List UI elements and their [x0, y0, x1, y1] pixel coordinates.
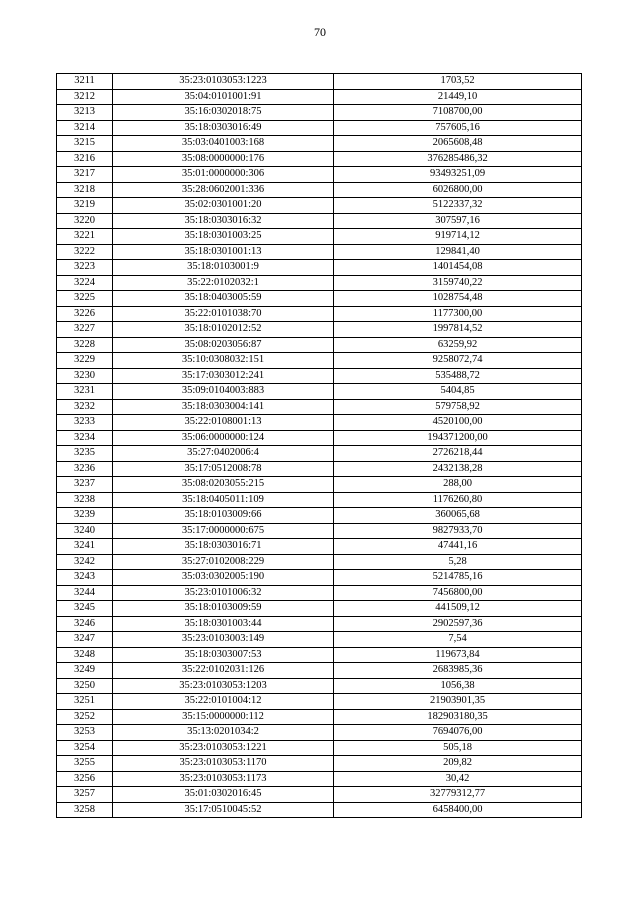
cadastral-number-cell: 35:18:0301001:13 — [113, 244, 334, 260]
row-number-cell: 3247 — [57, 632, 113, 648]
table-row — [57, 120, 582, 136]
value-cell: 5214785,16 — [334, 570, 582, 586]
row-number-cell: 3237 — [57, 477, 113, 493]
cadastral-number-cell: 35:23:0103053:1203 — [113, 678, 334, 694]
value-cell: 376285486,32 — [334, 151, 582, 167]
cadastral-number-cell: 35:13:0201034:2 — [113, 725, 334, 741]
table-row — [57, 229, 582, 245]
cadastral-number-cell: 35:08:0203056:87 — [113, 337, 334, 353]
row-number-cell: 3222 — [57, 244, 113, 260]
table-row — [57, 678, 582, 694]
cadastral-number-cell: 35:17:0303012:241 — [113, 368, 334, 384]
value-cell: 2065608,48 — [334, 136, 582, 152]
table-row — [57, 585, 582, 601]
value-cell: 7694076,00 — [334, 725, 582, 741]
row-number-cell: 3214 — [57, 120, 113, 136]
cadastral-number-cell: 35:18:0403005:59 — [113, 291, 334, 307]
row-number-cell: 3231 — [57, 384, 113, 400]
registry-table — [56, 73, 582, 818]
row-number-cell: 3218 — [57, 182, 113, 198]
row-number-cell: 3215 — [57, 136, 113, 152]
cadastral-number-cell: 35:03:0302005:190 — [113, 570, 334, 586]
row-number-cell: 3225 — [57, 291, 113, 307]
table-row — [57, 554, 582, 570]
table-row — [57, 570, 582, 586]
row-number-cell: 3252 — [57, 709, 113, 725]
table-row — [57, 709, 582, 725]
value-cell: 288,00 — [334, 477, 582, 493]
table-row — [57, 244, 582, 260]
cadastral-number-cell: 35:18:0103001:9 — [113, 260, 334, 276]
table-row — [57, 477, 582, 493]
cadastral-number-cell: 35:18:0303007:53 — [113, 647, 334, 663]
value-cell: 5122337,32 — [334, 198, 582, 214]
value-cell: 21449,10 — [334, 89, 582, 105]
value-cell: 30,42 — [334, 771, 582, 787]
value-cell: 307597,16 — [334, 213, 582, 229]
row-number-cell: 3229 — [57, 353, 113, 369]
cadastral-number-cell: 35:22:0101004:12 — [113, 694, 334, 710]
table-row — [57, 260, 582, 276]
value-cell: 182903180,35 — [334, 709, 582, 725]
row-number-cell: 3239 — [57, 508, 113, 524]
value-cell: 209,82 — [334, 756, 582, 772]
cadastral-number-cell: 35:27:0102008:229 — [113, 554, 334, 570]
value-cell: 1703,52 — [334, 74, 582, 90]
table-row — [57, 151, 582, 167]
row-number-cell: 3244 — [57, 585, 113, 601]
cadastral-number-cell: 35:23:0103053:1223 — [113, 74, 334, 90]
value-cell: 579758,92 — [334, 399, 582, 415]
value-cell: 32779312,77 — [334, 787, 582, 803]
cadastral-number-cell: 35:18:0303016:49 — [113, 120, 334, 136]
cadastral-number-cell: 35:18:0303016:32 — [113, 213, 334, 229]
row-number-cell: 3213 — [57, 105, 113, 121]
cadastral-number-cell: 35:18:0301003:25 — [113, 229, 334, 245]
row-number-cell: 3242 — [57, 554, 113, 570]
value-cell: 7,54 — [334, 632, 582, 648]
value-cell: 119673,84 — [334, 647, 582, 663]
row-number-cell: 3258 — [57, 802, 113, 818]
table-row — [57, 492, 582, 508]
table-row — [57, 787, 582, 803]
value-cell: 441509,12 — [334, 601, 582, 617]
row-number-cell: 3235 — [57, 446, 113, 462]
cadastral-number-cell: 35:15:0000000:112 — [113, 709, 334, 725]
row-number-cell: 3241 — [57, 539, 113, 555]
value-cell: 2683985,36 — [334, 663, 582, 679]
row-number-cell: 3257 — [57, 787, 113, 803]
table-row — [57, 384, 582, 400]
cadastral-number-cell: 35:09:0104003:883 — [113, 384, 334, 400]
cadastral-number-cell: 35:01:0000000:306 — [113, 167, 334, 183]
table-row — [57, 694, 582, 710]
row-number-cell: 3245 — [57, 601, 113, 617]
value-cell: 93493251,09 — [334, 167, 582, 183]
row-number-cell: 3234 — [57, 430, 113, 446]
value-cell: 4520100,00 — [334, 415, 582, 431]
row-number-cell: 3256 — [57, 771, 113, 787]
table-row — [57, 306, 582, 322]
cadastral-number-cell: 35:03:0401003:168 — [113, 136, 334, 152]
table-row — [57, 601, 582, 617]
cadastral-number-cell: 35:18:0103009:59 — [113, 601, 334, 617]
cadastral-number-cell: 35:16:0302018:75 — [113, 105, 334, 121]
page-number: 70 — [314, 25, 326, 39]
row-number-cell: 3224 — [57, 275, 113, 291]
value-cell: 1056,38 — [334, 678, 582, 694]
table-row — [57, 182, 582, 198]
table-row — [57, 632, 582, 648]
table-row — [57, 725, 582, 741]
cadastral-number-cell: 35:08:0000000:176 — [113, 151, 334, 167]
cadastral-number-cell: 35:23:0101006:32 — [113, 585, 334, 601]
table-row — [57, 802, 582, 818]
value-cell: 7456800,00 — [334, 585, 582, 601]
table-row — [57, 368, 582, 384]
cadastral-number-cell: 35:23:0103053:1221 — [113, 740, 334, 756]
cadastral-number-cell: 35:02:0301001:20 — [113, 198, 334, 214]
table-row — [57, 89, 582, 105]
cadastral-number-cell: 35:06:0000000:124 — [113, 430, 334, 446]
table-row — [57, 337, 582, 353]
table-row — [57, 647, 582, 663]
table-row — [57, 415, 582, 431]
table-row — [57, 740, 582, 756]
value-cell: 21903901,35 — [334, 694, 582, 710]
cadastral-number-cell: 35:18:0303016:71 — [113, 539, 334, 555]
row-number-cell: 3217 — [57, 167, 113, 183]
row-number-cell: 3246 — [57, 616, 113, 632]
cadastral-number-cell: 35:27:0402006:4 — [113, 446, 334, 462]
table-row — [57, 430, 582, 446]
value-cell: 360065,68 — [334, 508, 582, 524]
table-row — [57, 771, 582, 787]
row-number-cell: 3223 — [57, 260, 113, 276]
row-number-cell: 3226 — [57, 306, 113, 322]
row-number-cell: 3255 — [57, 756, 113, 772]
value-cell: 6458400,00 — [334, 802, 582, 818]
table-row — [57, 446, 582, 462]
row-number-cell: 3228 — [57, 337, 113, 353]
cadastral-number-cell: 35:08:0203055:215 — [113, 477, 334, 493]
table-row — [57, 756, 582, 772]
value-cell: 5404,85 — [334, 384, 582, 400]
value-cell: 3159740,22 — [334, 275, 582, 291]
cadastral-number-cell: 35:04:0101001:91 — [113, 89, 334, 105]
row-number-cell: 3221 — [57, 229, 113, 245]
table-row — [57, 322, 582, 338]
row-number-cell: 3238 — [57, 492, 113, 508]
value-cell: 5,28 — [334, 554, 582, 570]
cadastral-number-cell: 35:17:0000000:675 — [113, 523, 334, 539]
row-number-cell: 3227 — [57, 322, 113, 338]
row-number-cell: 3251 — [57, 694, 113, 710]
cadastral-number-cell: 35:18:0303004:141 — [113, 399, 334, 415]
cadastral-number-cell: 35:22:0108001:13 — [113, 415, 334, 431]
value-cell: 919714,12 — [334, 229, 582, 245]
cadastral-number-cell: 35:01:0302016:45 — [113, 787, 334, 803]
table-body — [57, 74, 582, 818]
table-row — [57, 167, 582, 183]
value-cell: 129841,40 — [334, 244, 582, 260]
value-cell: 2432138,28 — [334, 461, 582, 477]
cadastral-number-cell: 35:17:0512008:78 — [113, 461, 334, 477]
table-row — [57, 74, 582, 90]
value-cell: 1177300,00 — [334, 306, 582, 322]
value-cell: 9827933,70 — [334, 523, 582, 539]
row-number-cell: 3253 — [57, 725, 113, 741]
cadastral-number-cell: 35:22:0101038:70 — [113, 306, 334, 322]
value-cell: 194371200,00 — [334, 430, 582, 446]
cadastral-number-cell: 35:28:0602001:336 — [113, 182, 334, 198]
table-row — [57, 291, 582, 307]
value-cell: 2726218,44 — [334, 446, 582, 462]
value-cell: 505,18 — [334, 740, 582, 756]
row-number-cell: 3249 — [57, 663, 113, 679]
value-cell: 535488,72 — [334, 368, 582, 384]
cadastral-number-cell: 35:23:0103053:1170 — [113, 756, 334, 772]
cadastral-number-cell: 35:18:0405011:109 — [113, 492, 334, 508]
value-cell: 9258072,74 — [334, 353, 582, 369]
value-cell: 1176260,80 — [334, 492, 582, 508]
cadastral-number-cell: 35:18:0102012:52 — [113, 322, 334, 338]
table-row — [57, 105, 582, 121]
cadastral-number-cell: 35:18:0103009:66 — [113, 508, 334, 524]
table-row — [57, 399, 582, 415]
row-number-cell: 3211 — [57, 74, 113, 90]
row-number-cell: 3236 — [57, 461, 113, 477]
table-row — [57, 663, 582, 679]
row-number-cell: 3219 — [57, 198, 113, 214]
table-row — [57, 275, 582, 291]
row-number-cell: 3243 — [57, 570, 113, 586]
table-row — [57, 198, 582, 214]
value-cell: 47441,16 — [334, 539, 582, 555]
row-number-cell: 3230 — [57, 368, 113, 384]
cadastral-number-cell: 35:22:0102031:126 — [113, 663, 334, 679]
value-cell: 1401454,08 — [334, 260, 582, 276]
cadastral-number-cell: 35:23:0103053:1173 — [113, 771, 334, 787]
table-row — [57, 353, 582, 369]
row-number-cell: 3240 — [57, 523, 113, 539]
row-number-cell: 3254 — [57, 740, 113, 756]
value-cell: 6026800,00 — [334, 182, 582, 198]
row-number-cell: 3216 — [57, 151, 113, 167]
row-number-cell: 3232 — [57, 399, 113, 415]
cadastral-number-cell: 35:17:0510045:52 — [113, 802, 334, 818]
value-cell: 1997814,52 — [334, 322, 582, 338]
cadastral-number-cell: 35:10:0308032:151 — [113, 353, 334, 369]
table-row — [57, 508, 582, 524]
table-row — [57, 461, 582, 477]
table-row — [57, 136, 582, 152]
cadastral-number-cell: 35:23:0103003:149 — [113, 632, 334, 648]
row-number-cell: 3220 — [57, 213, 113, 229]
value-cell: 63259,92 — [334, 337, 582, 353]
cadastral-number-cell: 35:22:0102032:1 — [113, 275, 334, 291]
table-row — [57, 523, 582, 539]
value-cell: 7108700,00 — [334, 105, 582, 121]
table-row — [57, 616, 582, 632]
row-number-cell: 3233 — [57, 415, 113, 431]
table-row — [57, 539, 582, 555]
value-cell: 1028754,48 — [334, 291, 582, 307]
row-number-cell: 3248 — [57, 647, 113, 663]
cadastral-number-cell: 35:18:0301003:44 — [113, 616, 334, 632]
row-number-cell: 3250 — [57, 678, 113, 694]
value-cell: 2902597,36 — [334, 616, 582, 632]
value-cell: 757605,16 — [334, 120, 582, 136]
table-row — [57, 213, 582, 229]
row-number-cell: 3212 — [57, 89, 113, 105]
